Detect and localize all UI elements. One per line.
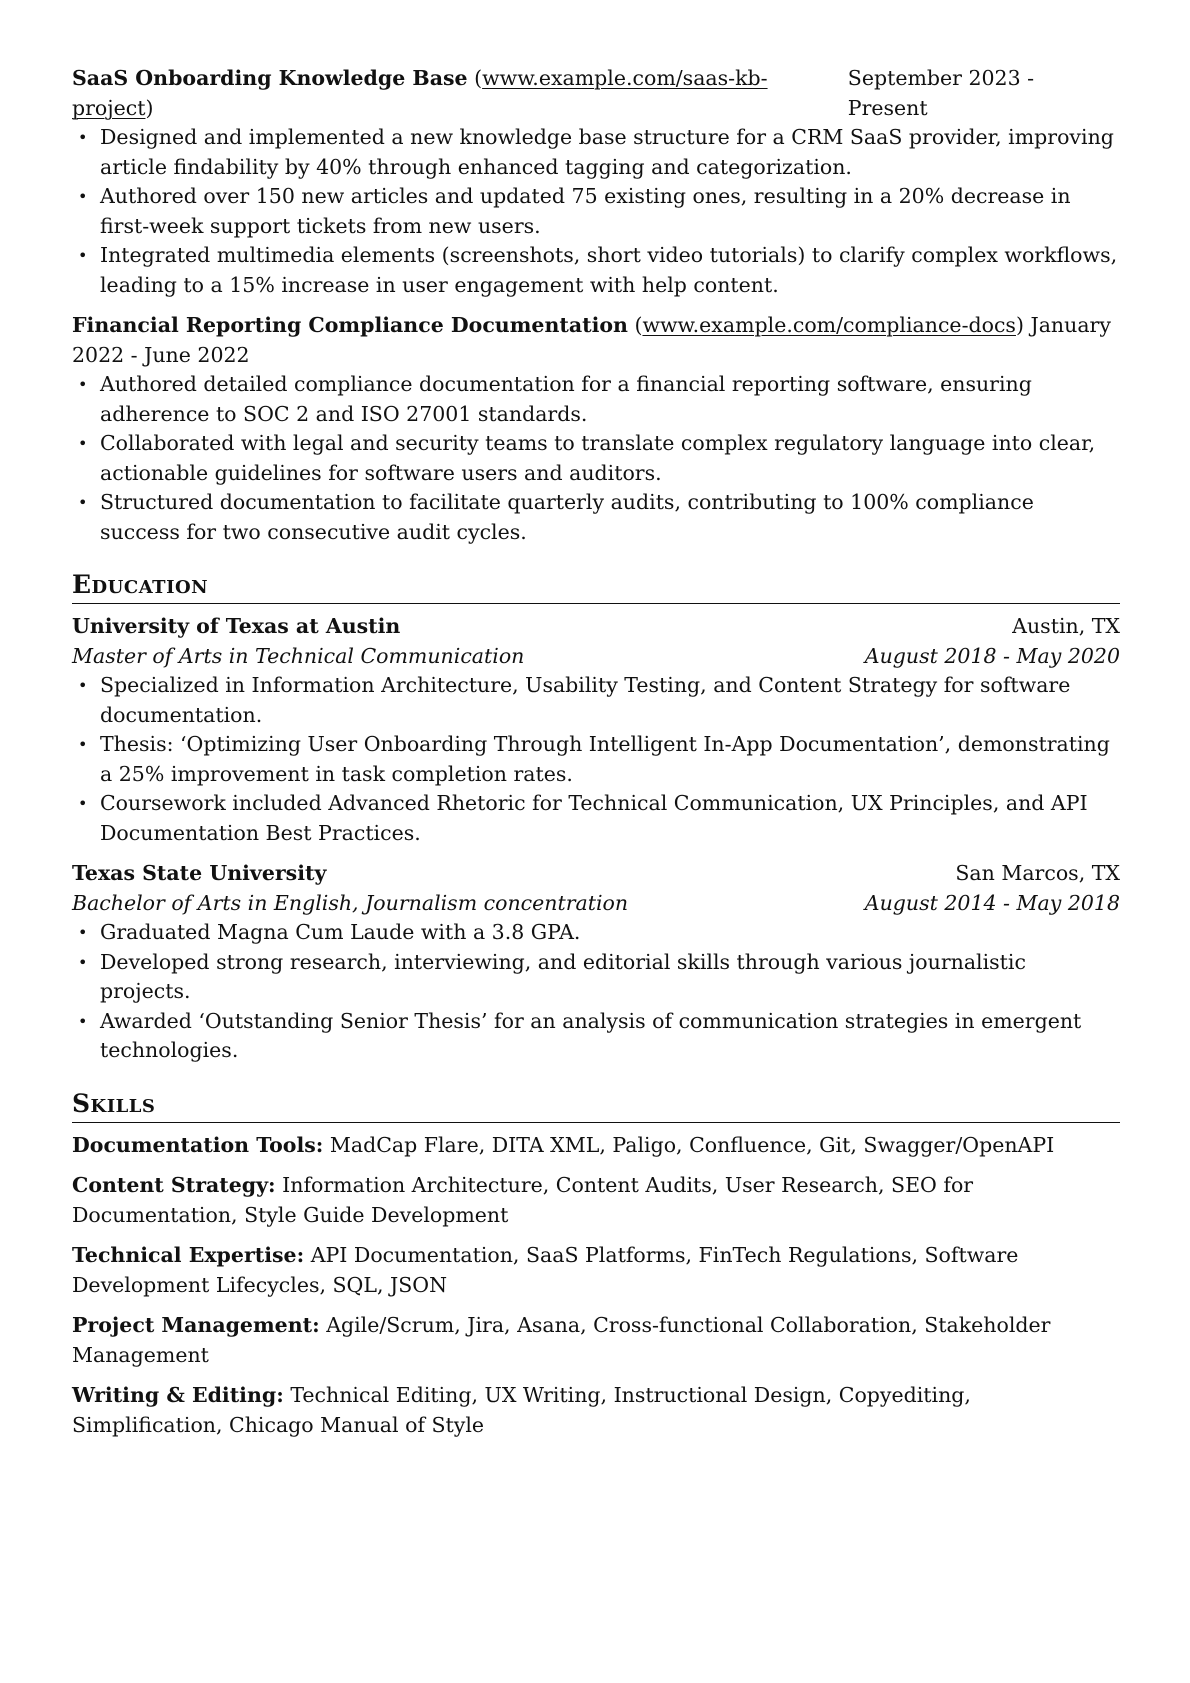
skill-row xyxy=(72,1131,1120,1161)
resume-page xyxy=(72,64,1120,1451)
bullet-item: • Awarded ‘Outstanding Senior Thesis’ for an analysis of communication strategies in emergent technologies. xyxy=(72,1007,1120,1066)
education-bullets xyxy=(72,671,1120,848)
bullet-item: • Designed and implemented a new knowledge base structure for a CRM SaaS provider, improving article findability by 40% through enhanced tagging and categorization. xyxy=(72,123,1120,182)
bullet-item: • Structured documentation to facilitate quarterly audits, contributing to 100% compliance success for two consecutive audit cycles. xyxy=(72,488,1120,547)
skill-row xyxy=(72,1381,1120,1440)
degree: Bachelor of Arts in English, Journalism concentration xyxy=(72,890,629,915)
project-title: SaaS Onboarding Knowledge Base xyxy=(72,66,468,90)
project-bullets xyxy=(72,370,1120,547)
project-dates: January 2022 - June 2022 xyxy=(72,313,1111,367)
skill-value: API Documentation, SaaS Platforms, FinTech Regulations, Software Development Lifecycles, SQL, JSON xyxy=(72,1243,1019,1297)
skill-label: Content Strategy: xyxy=(72,1173,276,1197)
project-title: Financial Reporting Compliance Documentation xyxy=(72,313,628,337)
project-entry xyxy=(72,64,1120,300)
skill-row xyxy=(72,1171,1120,1230)
school-name: Texas State University xyxy=(72,861,327,885)
school-name: University of Texas at Austin xyxy=(72,614,401,638)
bullet-item: • Developed strong research, interviewing, and editorial skills through various journalistic projects. xyxy=(72,948,1120,1007)
skill-value: Technical Editing, UX Writing, Instructional Design, Copyediting, Simplification, Chicago Manual of Style xyxy=(72,1383,971,1437)
bullet-item: • Authored over 150 new articles and updated 75 existing ones, resulting in a 20% decrease in first-week support tickets from new users. xyxy=(72,182,1120,241)
bullet-item: • Specialized in Information Architecture, Usability Testing, and Content Strategy for software documentation. xyxy=(72,671,1120,730)
skill-row xyxy=(72,1241,1120,1300)
bullet-item: • Coursework included Advanced Rhetoric for Technical Communication, UX Principles, and API Documentation Best Practices. xyxy=(72,789,1120,848)
skill-value: Agile/Scrum, Jira, Asana, Cross-functional Collaboration, Stakeholder Management xyxy=(72,1313,1051,1367)
skill-value: MadCap Flare, DITA XML, Paligo, Confluence, Git, Swagger/OpenAPI xyxy=(329,1132,1055,1157)
education-entry xyxy=(72,612,1120,848)
bullet-item: • Authored detailed compliance documentation for a financial reporting software, ensuring adherence to SOC 2 and ISO 27001 standards. xyxy=(72,370,1120,429)
section-heading-education: Education xyxy=(72,569,1120,604)
school-location: Austin, TX xyxy=(1012,614,1120,638)
school-location: San Marcos, TX xyxy=(955,861,1120,885)
section-heading-skills: Skills xyxy=(72,1088,1120,1123)
skill-label: Writing & Editing: xyxy=(72,1383,284,1407)
skill-label: Project Management: xyxy=(72,1313,320,1337)
bullet-item: • Graduated Magna Cum Laude with a 3.8 GPA. xyxy=(72,918,1120,948)
education-entry xyxy=(72,859,1120,1066)
project-bullets xyxy=(72,123,1120,300)
degree: Master of Arts in Technical Communication xyxy=(72,643,525,668)
project-link[interactable]: www.example.com/saas-kb-project xyxy=(72,66,768,120)
bullet-item: • Integrated multimedia elements (screenshots, short video tutorials) to clarify complex workflows, leading to a 15% increase in user engagement with help content. xyxy=(72,241,1120,300)
skill-value: Information Architecture, Content Audits, User Research, SEO for Documentation, Style Guide Development xyxy=(72,1173,974,1227)
project-link[interactable]: www.example.com/compliance-docs xyxy=(642,313,1016,337)
education-dates: August 2018 - May 2020 xyxy=(864,643,1120,668)
education-bullets xyxy=(72,918,1120,1066)
project-header: SaaS Onboarding Knowledge Base (www.example.com/saas-kb-project) September 2023 - Present xyxy=(72,64,1120,123)
bullet-item: • Thesis: ‘Optimizing User Onboarding Through Intelligent In-App Documentation’, demonstrating a 25% improvement in task completion rates. xyxy=(72,730,1120,789)
skill-label: Documentation Tools: xyxy=(72,1132,324,1157)
skill-row xyxy=(72,1311,1120,1370)
project-header: Financial Reporting Compliance Documentation (www.example.com/compliance-docs) January 2022 - June 2022 xyxy=(72,313,1111,367)
project-entry xyxy=(72,311,1120,547)
education-dates: August 2014 - May 2018 xyxy=(864,890,1120,915)
bullet-item: • Collaborated with legal and security teams to translate complex regulatory language into clear, actionable guidelines for software users and auditors. xyxy=(72,429,1120,488)
skill-label: Technical Expertise: xyxy=(72,1243,305,1267)
project-dates: September 2023 - Present xyxy=(847,66,1035,120)
